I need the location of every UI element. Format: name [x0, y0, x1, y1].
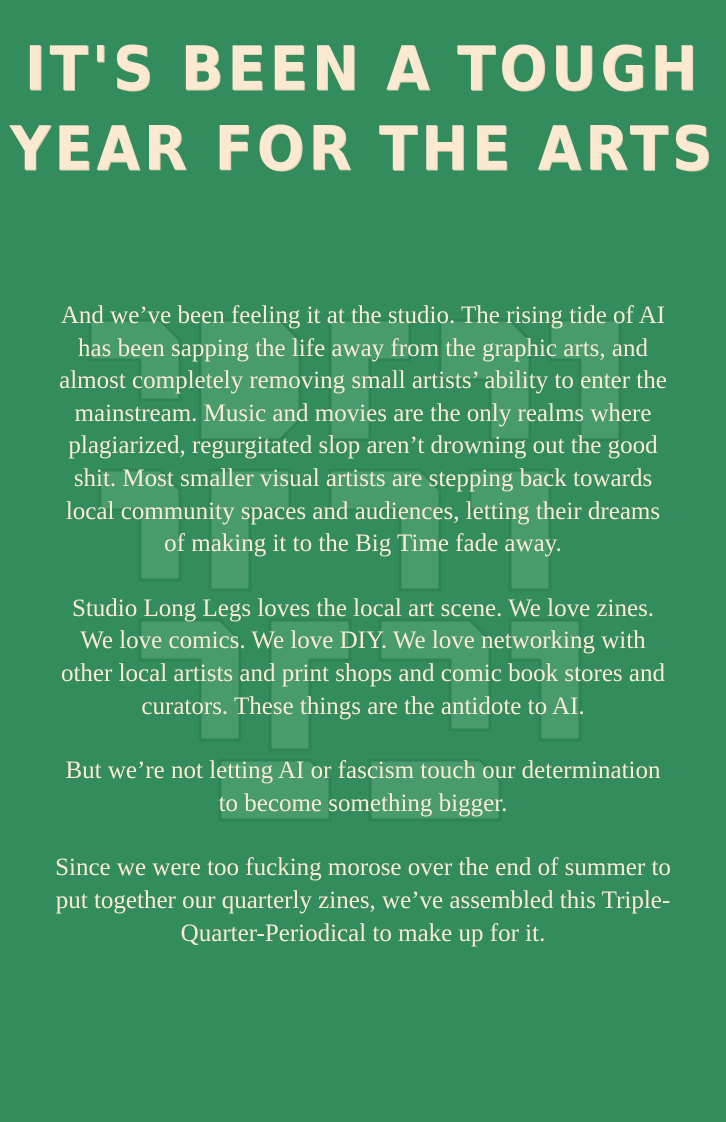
paragraph-intro: And we’ve been feeling it at the studio. The rising tide of AI has been sapping the life away from the graphic arts, and almost completely removing small artists’ ability to enter the mainstream. Music and movies are the only realms where plagiarized, regurgitated slop aren’t drowning out the good shit. Most smaller visual artists are stepping back towards local community spaces and audiences, letting their dreams of making it to the Big Time fade away.	[59, 302, 667, 558]
paragraph-triple-quarter: Since we were too fucking morose over the end of summer to put together our quarterly zines, we’ve assembled this Triple-Quarter-Periodical to make up for it.	[55, 854, 671, 947]
article-body	[55, 300, 671, 982]
paragraph-local-scene: Studio Long Legs loves the local art scene. We love zines. We love comics. We love DIY. We love networking with other local artists and print shops and comic book stores and curators. These things are the antidote to AI.	[60, 594, 666, 720]
paragraph-determination: But we’re not letting AI or fascism touch our determination to become something bigger.	[65, 757, 661, 817]
page-title: IT'S BEEN A TOUGH YEAR FOR THE ARTS	[9, 34, 717, 185]
